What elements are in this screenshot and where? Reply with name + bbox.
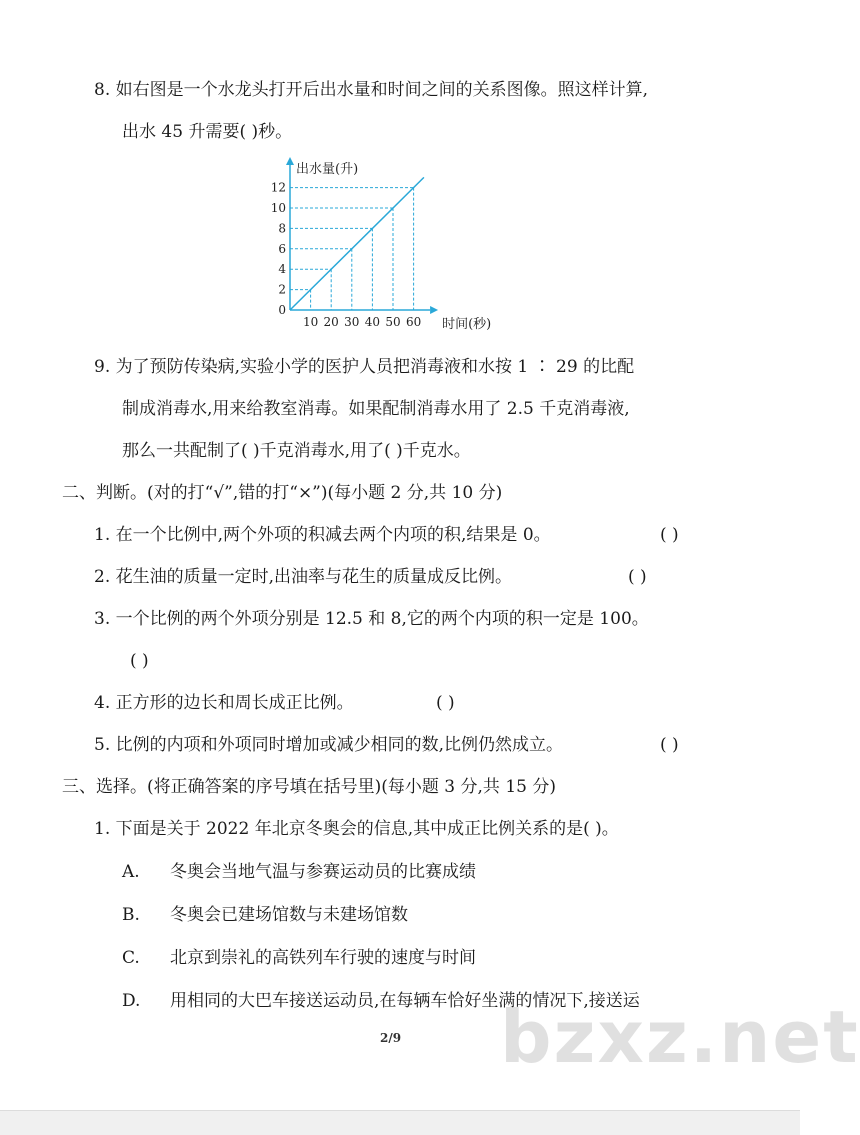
judge-answer-3[interactable]: ( ) <box>130 651 149 671</box>
option-b-letter: B. <box>122 905 140 925</box>
judge-item-5: 5. 比例的内项和外项同时增加或减少相同的数,比例仍然成立。 <box>94 735 564 755</box>
option-a-letter: A. <box>122 862 140 882</box>
y-tick-label: 6 <box>278 241 286 256</box>
judge-item-1: 1. 在一个比例中,两个外项的积减去两个内项的积,结果是 0。 <box>94 525 551 545</box>
section3-title: 三、选择。(将正确答案的序号填在括号里)(每小题 3 分,共 15 分) <box>62 777 556 797</box>
q9-line3: 那么一共配制了( )千克消毒水,用了( )千克水。 <box>122 441 471 461</box>
option-c-letter: C. <box>122 948 140 968</box>
x-axis-label: 时间(秒) <box>442 317 492 332</box>
judge-answer-2[interactable]: ( ) <box>628 567 647 587</box>
judge-answer-4[interactable]: ( ) <box>436 693 455 713</box>
q8-line2: 出水 45 升需要( )秒。 <box>122 122 293 142</box>
choice-q1: 1. 下面是关于 2022 年北京冬奥会的信息,其中成正比例关系的是( )。 <box>94 819 619 839</box>
y-axis-arrow <box>286 157 294 165</box>
judge-item-4: 4. 正方形的边长和周长成正比例。 <box>94 693 354 713</box>
x-tick-label: 50 <box>385 315 401 329</box>
x-tick-label: 40 <box>364 315 381 329</box>
option-a-text: 冬奥会当地气温与参赛运动员的比赛成绩 <box>170 862 476 882</box>
judge-item-2: 2. 花生油的质量一定时,出油率与花生的质量成反比例。 <box>94 567 513 587</box>
option-d-letter: D. <box>122 991 141 1011</box>
x-tick-label: 30 <box>344 315 360 329</box>
judge-item-3: 3. 一个比例的两个外项分别是 12.5 和 8,它的两个内项的积一定是 100。 <box>94 609 649 629</box>
section2-title: 二、判断。(对的打“√”,错的打“×”)(每小题 2 分,共 10 分) <box>62 483 503 503</box>
option-d-text: 用相同的大巴车接送运动员,在每辆车恰好坐满的情况下,接送运 <box>170 991 640 1011</box>
y-axis-label: 出水量(升) <box>296 162 359 177</box>
y-tick-label: 4 <box>278 262 286 277</box>
y-tick-label: 12 <box>270 180 286 195</box>
x-tick-label: 20 <box>323 315 339 329</box>
y-tick-label: 2 <box>278 282 286 297</box>
watermark: bzxz.net <box>500 995 860 1079</box>
x-tick-label: 10 <box>302 315 319 329</box>
y-tick-label: 10 <box>270 201 286 215</box>
x-tick-label: 60 <box>405 315 422 329</box>
option-b-text: 冬奥会已建场馆数与未建场馆数 <box>170 905 408 925</box>
option-c-text: 北京到崇礼的高铁列车行驶的速度与时间 <box>170 948 476 968</box>
y-tick-label: 8 <box>278 221 286 236</box>
q9-line1: 9. 为了预防传染病,实验小学的医护人员把消毒液和水按 1 ∶ 29 的比配 <box>94 357 635 377</box>
judge-answer-5[interactable]: ( ) <box>660 735 679 755</box>
judge-answer-1[interactable]: ( ) <box>660 525 679 545</box>
x-axis-arrow <box>430 306 438 314</box>
q9-line2: 制成消毒水,用来给教室消毒。如果配制消毒水用了 2.5 千克消毒液, <box>122 399 630 419</box>
origin-label: 0 <box>278 303 286 317</box>
water-flow-chart <box>270 155 540 335</box>
series-line <box>290 177 424 310</box>
viewer-bottom-bar <box>0 1110 800 1135</box>
q8-line1: 8. 如右图是一个水龙头打开后出水量和时间之间的关系图像。照这样计算, <box>94 80 649 100</box>
page-number: 2/9 <box>380 1031 402 1045</box>
